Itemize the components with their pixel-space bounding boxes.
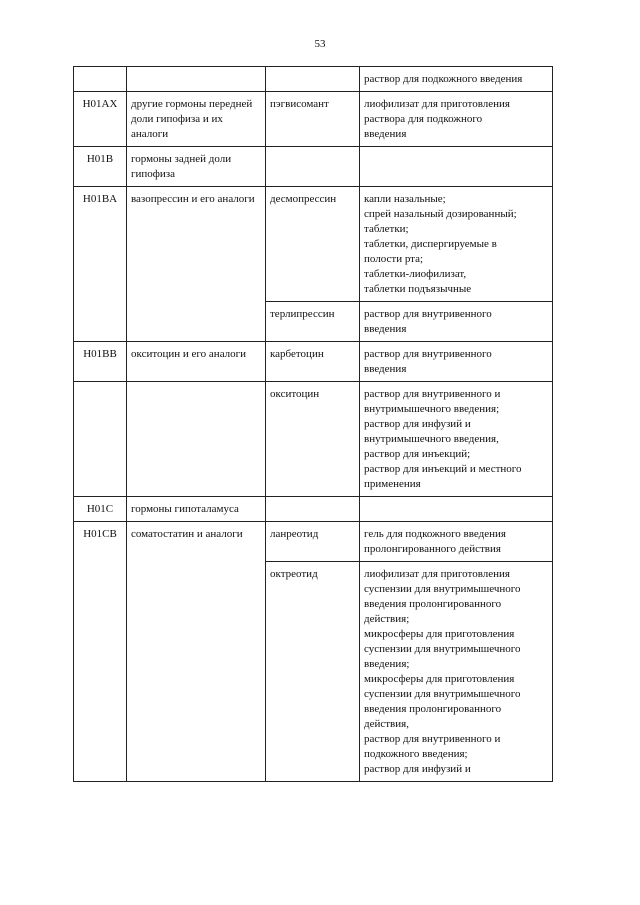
- form-line: суспензии для внутримышечного: [364, 583, 521, 595]
- forms-cell: [360, 92, 553, 147]
- form-line: гель для подкожного введения: [364, 528, 506, 540]
- drug-cell: окситоцин: [266, 382, 360, 497]
- forms-cell: [360, 302, 553, 342]
- group-cell: [127, 382, 266, 497]
- drug-cell: ланреотид: [266, 522, 360, 562]
- form-line: раствор для инфузий и: [364, 763, 471, 775]
- atc-code-cell: [74, 382, 127, 497]
- group-cell: [127, 302, 266, 342]
- form-line: раствор для инъекций и местного: [364, 463, 522, 475]
- group-cell: [127, 562, 266, 782]
- form-line: капли назальные;: [364, 193, 446, 205]
- group-cell: соматостатин и аналоги: [127, 522, 266, 562]
- group-cell: гормоны задней доли гипофиза: [127, 147, 266, 187]
- form-line: подкожного введения;: [364, 748, 468, 760]
- form-line: полости рта;: [364, 253, 424, 265]
- table-row: [74, 497, 553, 522]
- form-line: действия,: [364, 718, 409, 730]
- form-line: раствор для подкожного введения: [364, 73, 523, 85]
- table-row: [74, 147, 553, 187]
- table-row: [74, 302, 553, 342]
- table-row: [74, 67, 553, 92]
- atc-code-cell: [74, 67, 127, 92]
- drug-cell: [266, 147, 360, 187]
- drug-cell: терлипрессин: [266, 302, 360, 342]
- form-line: применения: [364, 478, 421, 490]
- drug-cell: [266, 497, 360, 522]
- atc-code-cell: H01C: [74, 497, 127, 522]
- drug-cell: октреотид: [266, 562, 360, 782]
- page-number: 53: [314, 38, 326, 50]
- group-cell: гормоны гипоталамуса: [127, 497, 266, 522]
- form-line: микросферы для приготовления: [364, 673, 515, 685]
- forms-cell: [360, 522, 553, 562]
- atc-code-cell: H01B: [74, 147, 127, 187]
- form-line: действия;: [364, 613, 410, 625]
- atc-code-cell: H01BA: [74, 187, 127, 302]
- atc-code-cell: H01AX: [74, 92, 127, 147]
- forms-cell: [360, 497, 553, 522]
- atc-code-cell: H01BB: [74, 342, 127, 382]
- drug-cell: пэгвисомант: [266, 92, 360, 147]
- form-line: раствор для внутривенного и: [364, 388, 501, 400]
- table-row: [74, 522, 553, 562]
- form-line: раствор для инъекций;: [364, 448, 471, 460]
- form-line: введения: [364, 363, 407, 375]
- table-row: [74, 382, 553, 497]
- form-line: раствор для внутривенного: [364, 348, 492, 360]
- group-cell: другие гормоны передней доли гипофиза и их аналоги: [127, 92, 266, 147]
- form-line: суспензии для внутримышечного: [364, 688, 521, 700]
- form-line: лиофилизат для приготовления: [364, 98, 510, 110]
- form-line: лиофилизат для приготовления: [364, 568, 510, 580]
- form-line: раствор для внутривенного и: [364, 733, 501, 745]
- form-line: суспензии для внутримышечного: [364, 643, 521, 655]
- form-line: введения пролонгированного: [364, 703, 502, 715]
- table-row: [74, 342, 553, 382]
- forms-cell: [360, 562, 553, 782]
- table-row: [74, 562, 553, 782]
- form-line: введения: [364, 128, 407, 140]
- drug-cell: [266, 67, 360, 92]
- form-line: раствора для подкожного: [364, 113, 483, 125]
- drug-table: [73, 66, 553, 782]
- forms-cell: [360, 147, 553, 187]
- group-cell: окситоцин и его аналоги: [127, 342, 266, 382]
- forms-cell: [360, 187, 553, 302]
- form-line: спрей назальный дозированный;: [364, 208, 517, 220]
- form-line: таблетки подъязычные: [364, 283, 472, 295]
- forms-cell: [360, 67, 553, 92]
- atc-code-cell: [74, 562, 127, 782]
- form-line: пролонгированного действия: [364, 543, 501, 555]
- forms-cell: [360, 382, 553, 497]
- form-line: раствор для инфузий и: [364, 418, 471, 430]
- form-line: введения;: [364, 658, 410, 670]
- table-row: [74, 92, 553, 147]
- form-line: микросферы для приготовления: [364, 628, 515, 640]
- form-line: введения: [364, 323, 407, 335]
- atc-code-cell: H01CB: [74, 522, 127, 562]
- table-row: [74, 187, 553, 302]
- form-line: введения пролонгированного: [364, 598, 502, 610]
- drug-cell: карбетоцин: [266, 342, 360, 382]
- drug-cell: десмопрессин: [266, 187, 360, 302]
- form-line: внутримышечного введения;: [364, 403, 500, 415]
- group-cell: [127, 67, 266, 92]
- form-line: раствор для внутривенного: [364, 308, 492, 320]
- group-cell: вазопрессин и его аналоги: [127, 187, 266, 302]
- form-line: таблетки;: [364, 223, 409, 235]
- forms-cell: [360, 342, 553, 382]
- form-line: таблетки-лиофилизат,: [364, 268, 467, 280]
- atc-code-cell: [74, 302, 127, 342]
- form-line: внутримышечного введения,: [364, 433, 499, 445]
- form-line: таблетки, диспергируемые в: [364, 238, 497, 250]
